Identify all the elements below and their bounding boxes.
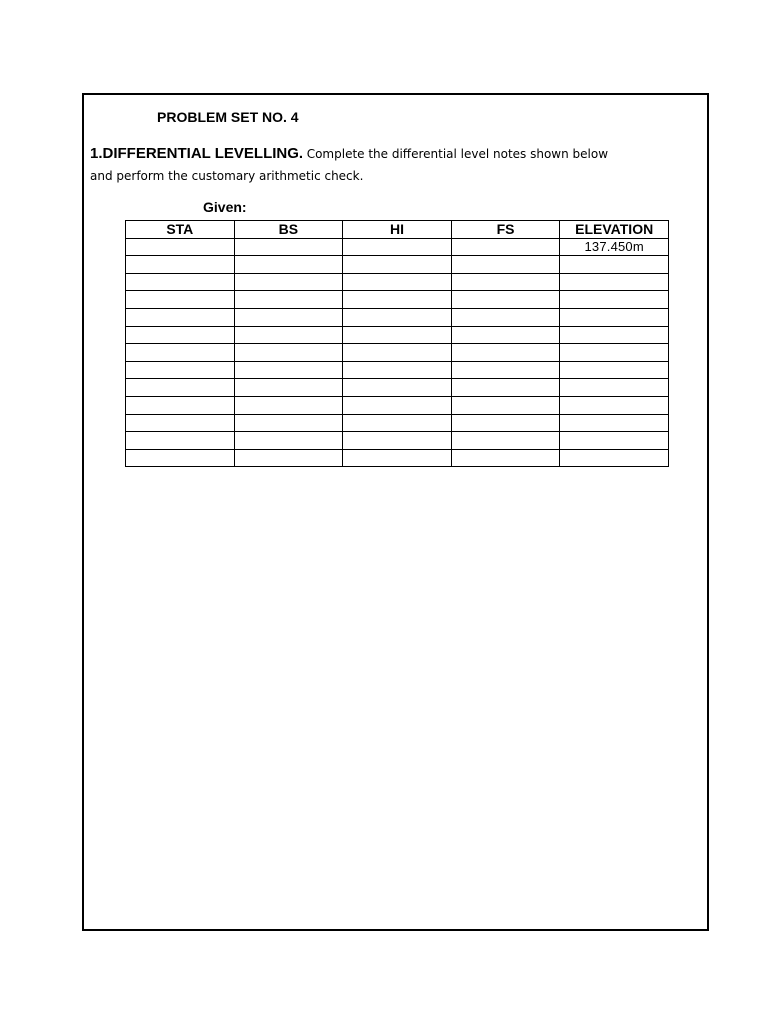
table-row [126,308,669,326]
table-cell-fs [451,326,560,344]
table-cell-bs [234,414,343,432]
table-cell-elevation [560,291,669,309]
table-row [126,326,669,344]
table-cell-elevation [560,273,669,291]
table-cell-elevation [560,361,669,379]
table-cell-fs [451,344,560,362]
table-row [126,273,669,291]
table-cell-elevation [560,449,669,467]
table-cell-sta [126,432,235,450]
table-row [126,238,669,256]
table-row [126,256,669,274]
table-cell-sta [126,238,235,256]
table-cell-sta [126,326,235,344]
table-header-row [126,221,669,239]
table-cell-bs [234,379,343,397]
table-row [126,291,669,309]
table-cell-bs [234,432,343,450]
table-row [126,396,669,414]
table-cell-bs [234,449,343,467]
problem-text-line2: and perform the customary arithmetic check. [90,169,364,183]
table-row [126,449,669,467]
problem-statement [90,143,670,187]
table-cell-sta [126,344,235,362]
table-cell-elevation [560,414,669,432]
table-body [126,238,669,467]
column-header-hi: HI [343,221,452,239]
column-header-elevation: ELEVATION [560,221,669,239]
table-cell-hi [343,449,452,467]
table-cell-fs [451,256,560,274]
table-cell-bs [234,308,343,326]
table-cell-hi [343,396,452,414]
table-cell-fs [451,273,560,291]
table-cell-elevation [560,396,669,414]
table-cell-bs [234,256,343,274]
table-cell-elevation [560,344,669,362]
table-cell-bs [234,361,343,379]
table-cell-hi [343,256,452,274]
table-cell-fs [451,432,560,450]
table-cell-bs [234,273,343,291]
table-cell-bs [234,396,343,414]
table-row [126,344,669,362]
table-cell-bs [234,326,343,344]
table-cell-elevation [560,432,669,450]
table-cell-sta [126,396,235,414]
column-header-fs: FS [451,221,560,239]
table-cell-sta [126,256,235,274]
table-cell-fs [451,361,560,379]
table-cell-fs [451,414,560,432]
table-cell-hi [343,379,452,397]
column-header-bs: BS [234,221,343,239]
table-cell-hi [343,344,452,362]
table-cell-elevation [560,256,669,274]
table-cell-sta [126,308,235,326]
table-cell-sta [126,414,235,432]
table-cell-sta [126,449,235,467]
column-header-sta: STA [126,221,235,239]
table-cell-fs [451,308,560,326]
table-row [126,432,669,450]
table-cell-fs [451,449,560,467]
table-cell-hi [343,361,452,379]
given-label: Given: [203,199,247,215]
table-cell-hi [343,291,452,309]
table-cell-bs [234,344,343,362]
table-cell-bs [234,238,343,256]
page-border [82,93,709,931]
table-cell-hi [343,432,452,450]
table-cell-elevation: 137.450m [560,238,669,256]
problem-heading: 1.DIFFERENTIAL LEVELLING. [90,145,304,162]
table-cell-elevation [560,326,669,344]
table-cell-elevation [560,308,669,326]
table-row [126,379,669,397]
table-cell-elevation [560,379,669,397]
table-cell-fs [451,238,560,256]
table-cell-hi [343,308,452,326]
table-cell-hi [343,273,452,291]
table-cell-sta [126,361,235,379]
table-cell-sta [126,291,235,309]
table-row [126,414,669,432]
level-notes-table [125,220,669,467]
table-cell-fs [451,396,560,414]
table-cell-hi [343,414,452,432]
table-cell-sta [126,273,235,291]
table-cell-hi [343,326,452,344]
table-cell-sta [126,379,235,397]
page-title: PROBLEM SET NO. 4 [157,109,299,125]
table-row [126,361,669,379]
problem-text-line1: Complete the differential level notes shown below [306,147,609,161]
table-cell-hi [343,238,452,256]
table-cell-fs [451,291,560,309]
table-cell-fs [451,379,560,397]
table-cell-bs [234,291,343,309]
